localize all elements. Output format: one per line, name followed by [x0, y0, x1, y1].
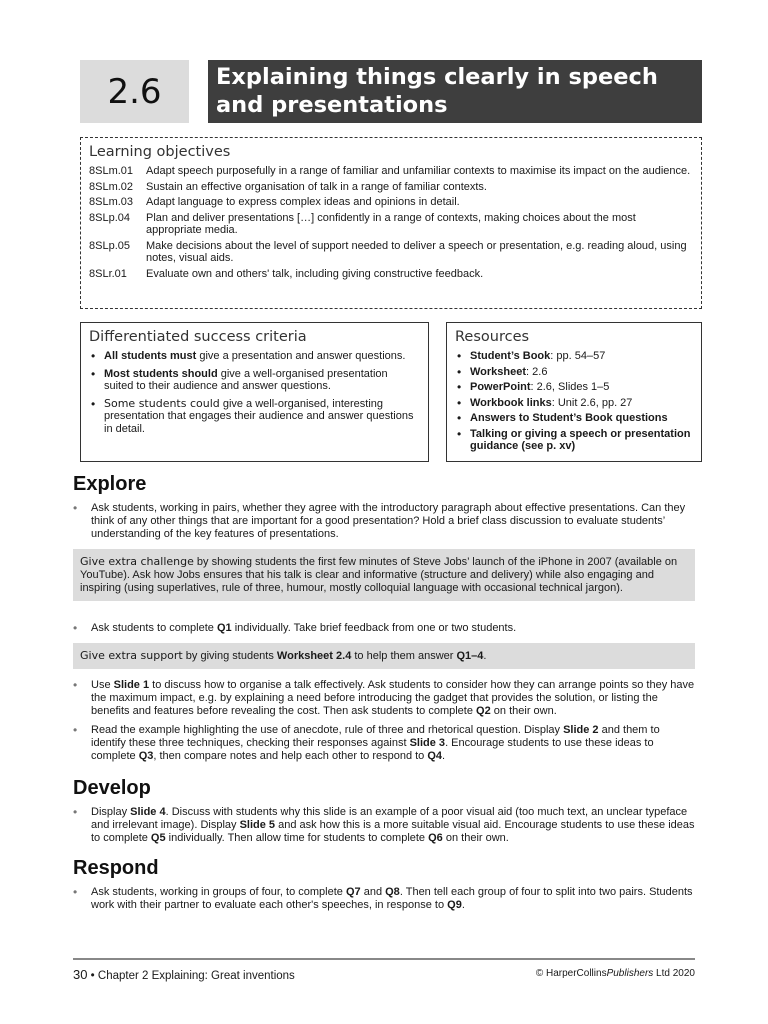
resources-heading: Resources: [455, 329, 530, 345]
explore-list-3: [73, 679, 695, 769]
success-criteria-box: [80, 322, 429, 462]
text-run: and: [360, 886, 386, 898]
text-run: Publishers: [606, 968, 654, 979]
text-run: . Encourage students to use these ideas to complete: [91, 737, 654, 762]
text-run: Display: [91, 806, 131, 818]
slide-ref: Slide 1: [113, 679, 150, 691]
text-run: .: [442, 750, 446, 762]
objective-row: [89, 196, 693, 209]
text-run: .: [461, 899, 465, 911]
text-run: Ltd 2020: [653, 968, 695, 979]
page-title: Explaining things clearly in speech and presentations: [208, 60, 702, 123]
criteria-level: All students must: [104, 350, 197, 362]
question-ref: Q1–4: [456, 650, 484, 662]
question-ref: Q2: [476, 705, 491, 717]
respond-list: [73, 886, 695, 918]
text-run: , then compare notes and help each other to respond to: [153, 750, 428, 762]
criteria-level: Most students should: [104, 367, 218, 380]
footer-separator: •: [90, 970, 95, 982]
extra-challenge-panel: [73, 549, 695, 601]
text-run: Ask students, working in groups of four, to complete: [91, 886, 346, 898]
text-run: to discuss how to organise a talk effectively. Ask students to consider how they can arrange points so they have the maximum impact, e.g. by explaining a need before introducing the gadget that provides the solution, or listing the benefits and features before revealing the cost. Then ask students to complete: [91, 679, 695, 717]
copyright-notice: [536, 968, 695, 979]
develop-list: [73, 806, 695, 851]
list-item: • Ask students, working in pairs, whether they agree with the introductory paragraph about effective presentations. Can they think of any other things that are important for a good presentation? Hold a brief class discussion to evaluate students’ understanding of the key features of presentations.: [73, 502, 695, 541]
resource-detail: : 2.6, Slides 1–5: [530, 381, 610, 393]
list-item: [455, 366, 693, 379]
objective-code: 8SLm.03: [89, 196, 134, 208]
resource-detail: : Unit 2.6, pp. 27: [551, 396, 633, 409]
success-criteria-heading: Differentiated success criteria: [89, 329, 307, 345]
extra-support-panel: [73, 643, 695, 669]
explore-heading: Explore: [73, 473, 147, 495]
objective-text: Adapt speech purposefully in a range of familiar and unfamiliar contexts to maximise its impact on the audience.: [146, 165, 691, 177]
list-item: [455, 412, 693, 425]
explore-list-2: [73, 622, 695, 641]
text-run: Use: [91, 679, 114, 691]
objective-row: [89, 181, 693, 194]
objective-text: Make decisions about the level of support needed to deliver a speech or presentation, e.g. reading aloud, using notes, visual aids.: [146, 239, 687, 264]
chapter-title: Chapter 2 Explaining: Great inventions: [97, 970, 295, 982]
resource-name: Talking or giving a speech or presentation guidance (see p. xv): [470, 427, 691, 452]
footer-divider: [73, 958, 695, 960]
objective-code: 8SLp.05: [89, 239, 130, 252]
footer-chapter: [73, 967, 295, 982]
list-item: [455, 381, 693, 394]
text-run: Ask students to complete: [91, 622, 217, 634]
resources-list: [455, 350, 693, 453]
criteria-level: Some students could: [104, 396, 220, 410]
list-item: [73, 806, 695, 845]
objective-code: 8SLm.01: [89, 165, 134, 177]
list-item: [455, 428, 693, 453]
question-ref: Q9: [447, 899, 462, 911]
explore-list: [73, 502, 695, 547]
list-item: [89, 368, 420, 393]
question-ref: Q3: [138, 750, 154, 762]
objective-row: [89, 240, 693, 265]
text-run: on their own.: [442, 832, 509, 844]
criteria-text: give a well-organised presentation suited to their audience and answer questions.: [104, 367, 388, 392]
list-item: [455, 350, 693, 363]
text-run: and ask how this is a more suitable visual aid. Encourage students to use these ideas to complete: [91, 819, 695, 844]
list-item: [73, 622, 695, 635]
objective-text: Adapt language to express complex ideas and opinions in detail.: [146, 196, 460, 208]
resource-name: Worksheet: [470, 365, 527, 378]
text-run: on their own.: [490, 705, 557, 717]
question-ref: Q4: [427, 750, 443, 762]
text-run: . Discuss with students why this slide is an example of a poor visual aid (too much text, an unclear typeface and irrelevant image). Display: [91, 806, 688, 831]
list-item: [73, 886, 695, 912]
resource-name: PowerPoint: [470, 381, 531, 393]
question-ref: Q6: [428, 832, 443, 844]
objective-row: [89, 165, 693, 178]
page-number: 30: [73, 967, 88, 982]
list-item: [89, 350, 420, 363]
criteria-text: give a well-organised, interesting presentation that engages their audience and answer questions in detail.: [104, 397, 414, 435]
text-run: . Then tell each group of four to split into two pairs. Students work with their partner to evaluate each other's speeches, in response to: [91, 886, 693, 911]
slide-ref: Slide 2: [563, 724, 599, 736]
challenge-lead: Give extra challenge: [80, 555, 194, 568]
text-run: individually. Then allow time for students to complete: [165, 832, 429, 844]
question-ref: Q7: [345, 886, 361, 898]
resource-name: Workbook links: [470, 396, 552, 409]
learning-objectives-box: [80, 137, 702, 309]
objective-text: Plan and deliver presentations […] confidently in a range of contexts, making choices about the most appropriate media.: [146, 211, 636, 236]
text-run: and them to identify these three techniques, checking their responses against: [91, 724, 660, 749]
slide-ref: Slide 3: [409, 737, 446, 749]
question-ref: Q5: [150, 832, 166, 844]
text-run: to help them answer: [351, 650, 457, 662]
text-run: © HarperCollins: [535, 968, 607, 979]
worksheet-ref: Worksheet 2.4: [276, 650, 352, 662]
success-criteria-list: [89, 350, 420, 435]
list-item: [455, 397, 693, 410]
resource-name: Answers to Student’s Book questions: [470, 412, 668, 424]
slide-ref: Slide 5: [239, 819, 276, 831]
objective-code: 8SLm.02: [89, 180, 134, 193]
develop-heading: Develop: [73, 777, 151, 799]
text-run: individually. Take brief feedback from one or two students.: [231, 622, 517, 634]
list-item: [73, 724, 695, 763]
list-item: [73, 679, 695, 718]
support-lead: Give extra support: [80, 649, 183, 662]
objective-text: Evaluate own and others' talk, including giving constructive feedback.: [146, 267, 484, 280]
objective-code: 8SLr.01: [89, 267, 127, 280]
learning-objectives-heading: Learning objectives: [89, 144, 231, 160]
objective-row: [89, 212, 693, 237]
respond-heading: Respond: [73, 857, 159, 879]
challenge-text: by showing students the first few minutes of Steve Jobs’ launch of the iPhone in 2007 (available on YouTube). Ask how Jobs ensures that his talk is clear and informative (structure and delivery) while also engaging and inspiring (using superlatives, rule of three, humour, mostly colloquial language with occasional technical jargon).: [80, 556, 678, 594]
objective-row: [89, 268, 693, 281]
text-run: Read the example highlighting the use of anecdote, rule of three and rhetorical question. Display: [91, 724, 564, 736]
resource-detail: : 2.6: [526, 365, 548, 378]
resource-name: Student’s Book: [470, 350, 551, 362]
resources-box: [446, 322, 702, 462]
text-run: by giving students: [182, 650, 277, 662]
objective-code: 8SLp.04: [89, 211, 130, 224]
resource-detail: : pp. 54–57: [550, 350, 606, 362]
slide-ref: Slide 4: [130, 806, 166, 818]
list-item: [89, 398, 420, 436]
objective-text: Sustain an effective organisation of talk in a range of familiar contexts.: [146, 180, 487, 193]
question-ref: Q1: [216, 622, 232, 634]
criteria-text: give a presentation and answer questions.: [196, 350, 406, 362]
question-ref: Q8: [385, 886, 400, 898]
section-number: 2.6: [80, 60, 189, 123]
text-run: .: [483, 650, 487, 662]
